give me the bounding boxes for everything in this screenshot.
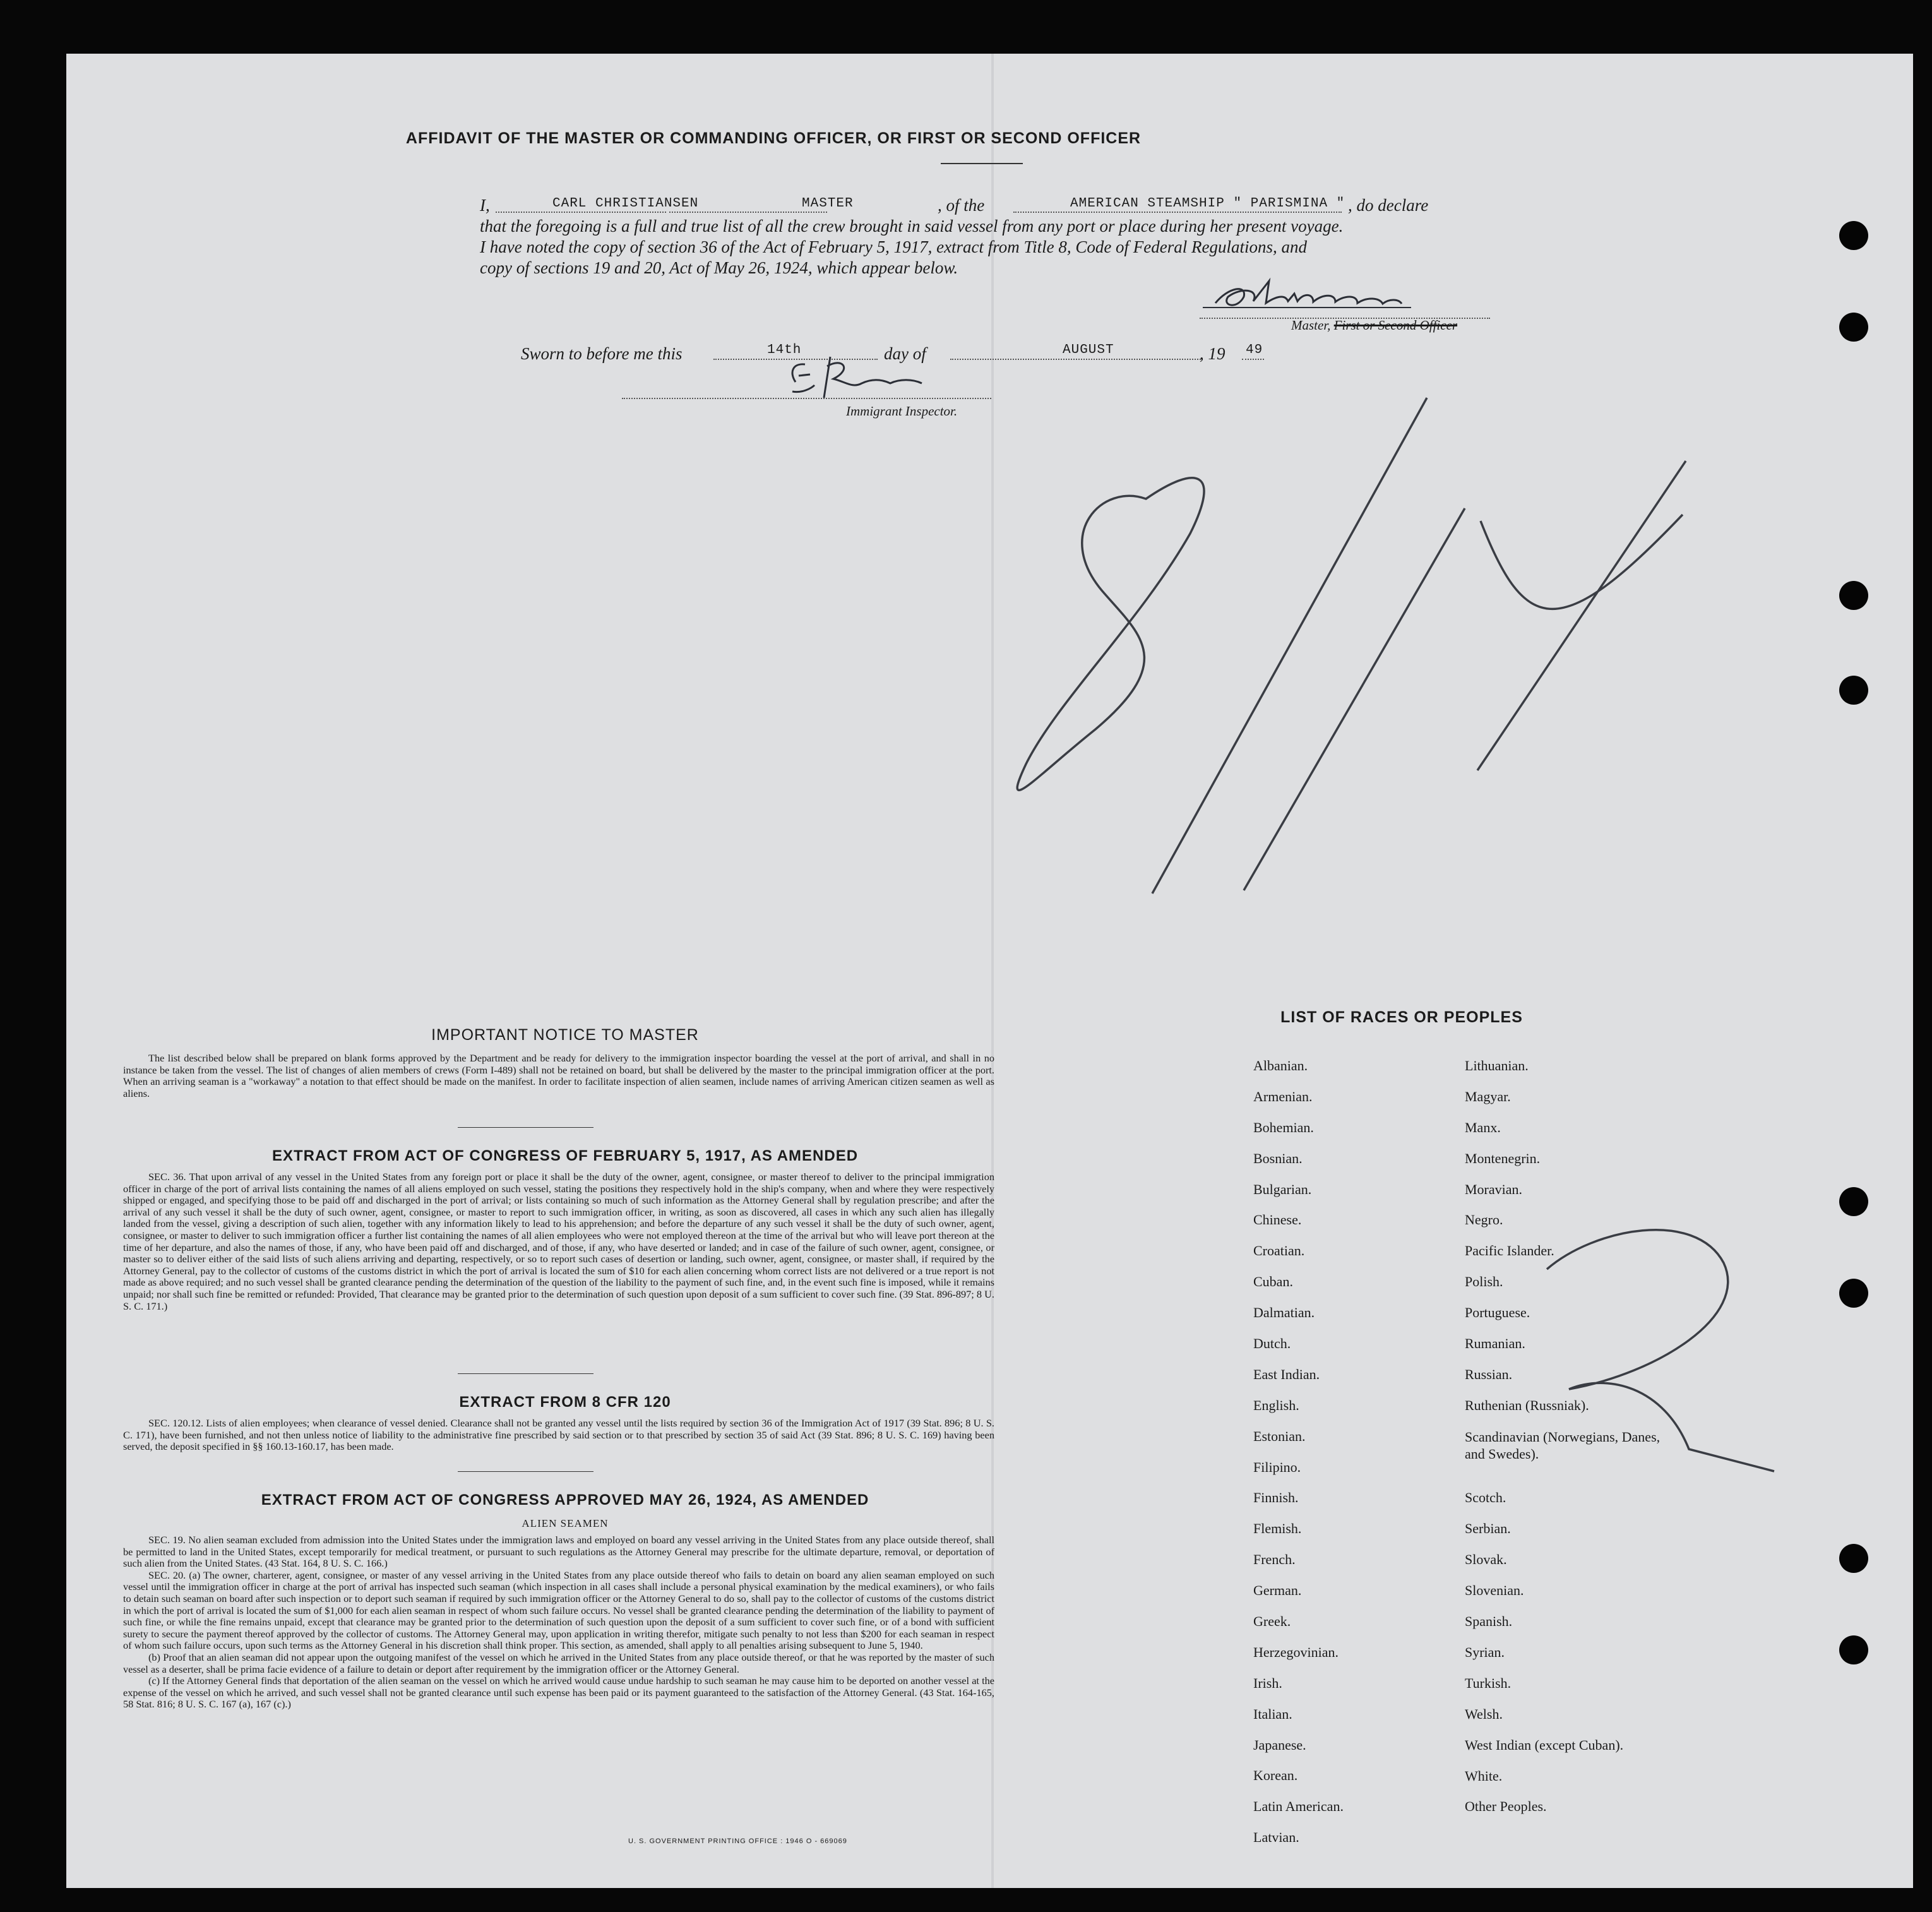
race-item: Bulgarian. xyxy=(1253,1181,1312,1197)
sworn-day: 14th xyxy=(767,343,802,357)
binder-hole xyxy=(1839,1544,1868,1573)
binder-hole xyxy=(1839,581,1868,610)
master-rank: MASTER xyxy=(802,196,854,211)
notice-text: The list described below shall be prepared on blank forms approved by the Department and be ready for delivery to the immigration inspector boarding the vessel at the port of arrival, and shall in no instance be taken from the vessel. The list of changes of alien members of crews (Form I-489) shall not be retained on board, but shall be delivered by the master to the principal immigration officer at the port. When an arriving seaman is a "workaway" a notation to that effect should be made on the manifest. In order to facilitate inspection of alien seamen, include names of arriving American citizen seamen as well as aliens. xyxy=(123,1052,994,1099)
inspector-signature xyxy=(792,357,922,398)
extract-1917-title: EXTRACT FROM ACT OF CONGRESS OF FEBRUARY 5, 1917, AS AMENDED xyxy=(271,1147,859,1164)
sworn-year: 49 xyxy=(1246,343,1263,357)
extract-cfr-title: EXTRACT FROM 8 CFR 120 xyxy=(459,1394,671,1411)
race-item: Finnish. xyxy=(1253,1490,1299,1506)
race-item: Korean. xyxy=(1253,1767,1298,1784)
race-item: West Indian (except Cuban). xyxy=(1465,1736,1624,1753)
of-the-label: , of the xyxy=(938,196,985,215)
master-signature xyxy=(1215,281,1402,305)
extract-cfr-text: SEC. 120.12. Lists of alien employees; when clearance of vessel denied. Clearance shall not be granted any vessel until the lists required by section 36 of the Immigration Act of 1917 (39 Stat. 896; 8 U. S. C. 171), have been furnished, and not then unless notice of liability to the administrative fine prescribed by said section or to that prescribed by section 35 of said Act (39 Stat. 896; 8 U. S. C. 169) having been served, the deposit specified in §§ 160.13-160.17, has been made. xyxy=(123,1417,994,1453)
binder-hole xyxy=(1839,1635,1868,1664)
race-item: East Indian. xyxy=(1253,1366,1320,1382)
sworn-label: Sworn to before me this xyxy=(521,344,683,363)
race-item: Manx. xyxy=(1465,1119,1501,1135)
race-item: Bosnian. xyxy=(1253,1150,1303,1166)
binder-hole xyxy=(1839,221,1868,250)
race-item: Irish. xyxy=(1253,1675,1282,1691)
race-item: Turkish. xyxy=(1465,1675,1512,1691)
race-item: Other Peoples. xyxy=(1465,1798,1547,1815)
race-item: Chinese. xyxy=(1253,1212,1302,1228)
race-item: Serbian. xyxy=(1465,1521,1511,1537)
binder-hole xyxy=(1839,676,1868,705)
declaration-line-3: I have noted the copy of section 36 of the Act of February 5, 1917, extract from Title 8, Code of Federal Regulations, and xyxy=(480,237,1308,256)
race-item: White. xyxy=(1465,1767,1503,1784)
binder-hole xyxy=(1839,1187,1868,1216)
race-item: Spanish. xyxy=(1465,1613,1513,1630)
handwriting-overlay xyxy=(66,54,1913,1888)
race-item: Bohemian. xyxy=(1253,1119,1314,1135)
race-item: Russian. xyxy=(1465,1366,1513,1382)
race-item: Herzegovinian. xyxy=(1253,1644,1339,1660)
race-item: Polish. xyxy=(1465,1274,1503,1290)
binder-hole xyxy=(1839,313,1868,342)
sec-19-paragraph: SEC. 19. No alien seaman excluded from admission into the United States under the immigration laws and employed on board any vessel arriving in the United States from any place outside thereof, shall be permitted to land in the United States, except temporarily for medical treatment, or pursuant to such regulations as the Attorney General may prescribe for the ultimate departure, removal, or deportation of such alien from the United States. (43 Stat. 164, 8 U. S. C. 166.) xyxy=(123,1534,994,1570)
race-item: Italian. xyxy=(1253,1706,1292,1722)
vessel-name: AMERICAN STEAMSHIP " PARISMINA " xyxy=(1070,196,1345,211)
race-item: Pacific Islander. xyxy=(1465,1243,1554,1259)
race-item: Croatian. xyxy=(1253,1243,1305,1259)
i-label: I, xyxy=(480,196,490,215)
race-item: Scotch. xyxy=(1465,1490,1506,1506)
race-item: Montenegrin. xyxy=(1465,1150,1541,1166)
race-item: Rumanian. xyxy=(1465,1335,1525,1352)
notice-title: IMPORTANT NOTICE TO MASTER xyxy=(431,1026,699,1044)
sec-20c-paragraph: (c) If the Attorney General finds that deportation of the alien seaman on the vessel on which he arrived would cause undue hardship to such seaman he may cause him to be deported on another vessel at the expense of the vessel on which he arrived, and such vessel shall not be granted clearance until such expense has been paid or its payment guaranteed to the satisfaction of the Attorney General. (43 Stat. 164-165, 58 Stat. 816; 8 U. S. C. 167 (a), 167 (c).) xyxy=(123,1675,994,1711)
sec-20a-paragraph: SEC. 20. (a) The owner, charterer, agent, consignee, or master of any vessel arriving in the United States from any place outside thereof who fails to detain on board any alien seaman employed on such vessel until the immigration officer in charge at the port of arrival has inspected such seaman (which inspection in all cases shall include a personal physical examination by the medical examiners), or who fails to detain such seaman on board after such inspection or to deport such seaman if required by such immigration officer or the Attorney General to do so, shall pay to the collector of customs of the customs district in which the port of arrival is located the sum of $1,000 for each alien seaman in respect of whom such failure occurs. No vessel shall be granted clearance pending the determination of the liability to payment of such fine, or while the fine remains unpaid, except that clearance may be granted prior to the determination of such question upon the deposit of a sum sufficient to cover such fine, or of a bond with sufficient surety to secure the payment thereof approved by the collector of customs. The Attorney General may, upon application in writing therefor, mitigate such penalty to not less than $200 for each seaman in respect of whom such failure occurs, upon such terms as the Attorney General in his discretion shall think proper. This section, as amended, shall apply to all penalties arising subsequent to June 5, 1940. xyxy=(123,1568,994,1652)
extract-1917-text: SEC. 36. That upon arrival of any vessel in the United States from any foreign port or place it shall be the duty of the owner, agent, consignee, or master thereof to deliver to the principal immigration officer in charge of the port of arrival lists containing the names of all aliens employed on such vessel, stating the positions they respectively hold in the ship's company, when and where they were respectively shipped or engaged, and specifying those to be paid off and discharged in the port of arrival; or lists containing so much of such information as the Attorney General shall by regulation prescribe; and after the arrival of any such vessel it shall be the duty of such owner, agent, consignee, or master to report to such immigration officer, in writing, as soon as discovered, all cases in which any such alien has illegally landed from the vessel, giving a description of such alien, together with any information likely to lead to his apprehension; and before the departure of any such vessel it shall be the duty of such owner, agent, consignee, or master to deliver to such immigration officer a further list containing the names of all alien employees who were not employed thereon at the time of the arrival but who will leave port thereon at the time of her departure, and also the names of those, if any, who have been paid off and discharged, and of those, if any, who have deserted or landed; and in case of the failure of such owner, agent, consignee, or master so to deliver either of the said lists of such aliens arriving and departing, respectively, or so to report such cases of desertion or landing, such owner, agent, consignee, or master shall, if required by the Attorney General, pay to the collector of customs of the customs district in which the port of arrival is located the sum of $10 for each alien concerning whom correct lists are not delivered or a true report is not made as above required; and no such vessel shall be granted clearance pending the determination of the question of the liability to the payment of such fine, and, in the event such fine is imposed, while it remains unpaid; nor shall such fine be remitted or refunded: Provided, That clearance may be granted prior to the determination of such question upon deposit of a sum sufficient to cover such fine. (39 Stat. 896-897; 8 U. S. C. 171.) xyxy=(123,1171,994,1312)
printer-imprint: U. S. GOVERNMENT PRINTING OFFICE : 1946 O - 669069 xyxy=(628,1837,847,1845)
race-item: Armenian. xyxy=(1253,1088,1313,1104)
race-item: Scandinavian (Norwegians, Danes, and Swedes). xyxy=(1465,1428,1661,1462)
signer-struck-text: First or Second Officer xyxy=(1333,318,1458,333)
extract-1924-subtitle: ALIEN SEAMEN xyxy=(522,1517,609,1529)
race-item: Portuguese. xyxy=(1465,1305,1530,1321)
race-item: English. xyxy=(1253,1397,1299,1413)
race-item: Negro. xyxy=(1465,1212,1503,1228)
race-item: French. xyxy=(1253,1551,1296,1568)
race-item: Dalmatian. xyxy=(1253,1305,1315,1321)
race-item: Albanian. xyxy=(1253,1058,1308,1073)
handwritten-count-2 xyxy=(1547,1230,1774,1471)
race-item: Flemish. xyxy=(1253,1521,1302,1537)
extract-1924-title: EXTRACT FROM ACT OF CONGRESS APPROVED MAY 26, 1924, AS AMENDED xyxy=(261,1491,869,1509)
inspector-title: Immigrant Inspector. xyxy=(846,403,958,419)
affidavit-title: AFFIDAVIT OF THE MASTER OR COMMANDING OFFICER, OR FIRST OR SECOND OFFICER xyxy=(405,129,1142,147)
race-item: Slovenian. xyxy=(1465,1582,1524,1599)
race-item: Magyar. xyxy=(1465,1088,1511,1104)
binder-hole xyxy=(1839,1279,1868,1308)
race-item: Latin American. xyxy=(1253,1798,1344,1815)
race-item: Cuban. xyxy=(1253,1274,1293,1290)
signer-title: Master, First or Second Officer xyxy=(1291,318,1458,333)
sworn-month: AUGUST xyxy=(1063,343,1114,357)
master-name: CARL CHRISTIANSEN xyxy=(552,196,699,211)
declaration-line-2: that the foregoing is a full and true list of all the crew brought in said vessel from any port or place during her present voyage. xyxy=(480,217,1344,236)
race-item: Slovak. xyxy=(1465,1551,1507,1568)
races-title: LIST OF RACES OR PEOPLES xyxy=(1280,1008,1523,1026)
race-item: Dutch. xyxy=(1253,1335,1291,1352)
do-declare-label: , do declare xyxy=(1348,196,1429,215)
affidavit-document xyxy=(66,54,1913,1888)
race-item: Lithuanian. xyxy=(1465,1058,1529,1073)
race-item: German. xyxy=(1253,1582,1302,1599)
race-item: Filipino. xyxy=(1253,1459,1301,1475)
race-item: Latvian. xyxy=(1253,1829,1299,1846)
year-prefix: , 19 xyxy=(1200,344,1225,363)
race-item: Greek. xyxy=(1253,1613,1291,1630)
sec-20b-paragraph: (b) Proof that an alien seaman did not appear upon the outgoing manifest of the vessel on which he arrived in the United States from any place outside thereof, or that he was reported by the master of such vessel as a deserter, shall be prima facie evidence of a failure to detain or deport after requirement by the immigration officer or the Attorney General. xyxy=(123,1651,994,1675)
race-item: Ruthenian (Russniak). xyxy=(1465,1397,1589,1413)
race-item: Moravian. xyxy=(1465,1181,1523,1197)
page-number-8-14 xyxy=(1017,398,1686,893)
race-item: Japanese. xyxy=(1253,1736,1306,1753)
declaration-line-4: copy of sections 19 and 20, Act of May 26, 1924, which appear below. xyxy=(480,258,958,277)
race-item: Estonian. xyxy=(1253,1428,1306,1444)
race-item: Welsh. xyxy=(1465,1706,1503,1722)
day-of-label: day of xyxy=(884,344,926,363)
race-item: Syrian. xyxy=(1465,1644,1505,1660)
